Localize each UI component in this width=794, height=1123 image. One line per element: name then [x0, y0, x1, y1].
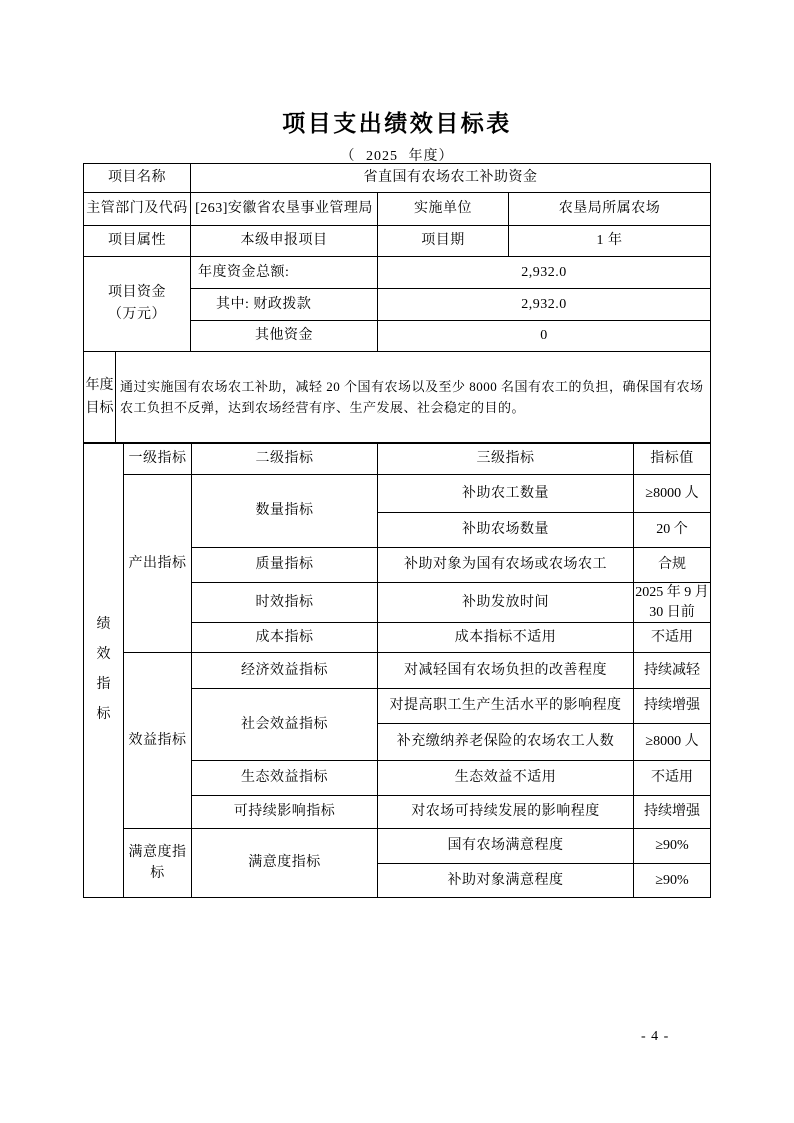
funds-label-line1: 项目资金	[108, 285, 166, 300]
page-subtitle: （ 2025 年度）	[340, 149, 454, 164]
funds-label-line2: （万元）	[108, 307, 166, 322]
header-level1-cell: 一级指标	[124, 443, 192, 475]
indicator-l1-cell: 满意度指标	[124, 829, 192, 898]
annual-goal-label-cell	[84, 351, 116, 443]
attribute-label-cell: 项目属性	[84, 226, 191, 257]
indicator-l3-cell: 补助对象为国有农场或农场农工	[378, 548, 634, 583]
project-name-label-cell: 项目名称	[84, 164, 191, 193]
performance-target-table	[83, 163, 710, 898]
indicator-value-cell: 20 个	[634, 513, 711, 548]
indicators-side-label: 绩效指标	[96, 617, 111, 723]
indicator-l1-cell: 效益指标	[124, 653, 192, 829]
header-level3-cell: 三级指标	[378, 443, 634, 475]
indicator-value-cell: ≥8000 人	[634, 475, 711, 513]
indicator-l3-cell: 补助农场数量	[378, 513, 634, 548]
info-table	[83, 163, 711, 352]
indicator-value-cell: 持续增强	[634, 689, 711, 724]
page-title: 项目支出绩效目标表	[282, 111, 512, 136]
indicator-row	[84, 829, 711, 864]
implement-unit-label-cell: 实施单位	[378, 193, 509, 226]
annual-goal-table	[83, 351, 711, 444]
indicator-l2-cell: 数量指标	[192, 475, 378, 548]
indicator-l3-cell: 成本指标不适用	[378, 623, 634, 653]
funds-total-value-cell: 2,932.0	[378, 257, 711, 289]
indicator-l3-cell: 对减轻国有农场负担的改善程度	[378, 653, 634, 689]
funds-label-cell	[84, 257, 191, 352]
indicator-l2-cell: 经济效益指标	[192, 653, 378, 689]
indicator-l2-cell: 时效指标	[192, 583, 378, 623]
indicator-l3-cell: 国有农场满意程度	[378, 829, 634, 864]
indicator-value-cell: ≥90%	[634, 829, 711, 864]
indicator-l3-cell: 对农场可持续发展的影响程度	[378, 796, 634, 829]
header-value-cell: 指标值	[634, 443, 711, 475]
period-label-cell: 项目期	[378, 226, 509, 257]
department-value-cell: [263]安徽省农垦事业管理局	[191, 193, 378, 226]
annual-goal-text-cell: 通过实施国有农场农工补助，减轻 20 个国有农场以及至少 8000 名国有农工的负担，确保国有农场农工负担不反弹，达到农场经营有序、生产发展、社会稳定的目的。	[116, 351, 711, 443]
indicator-l3-cell: 生态效益不适用	[378, 761, 634, 796]
department-label-cell: 主管部门及代码	[84, 193, 191, 226]
indicator-row	[84, 653, 711, 689]
page-number: - 4 -	[641, 1029, 670, 1044]
indicators-side-label-cell	[84, 443, 124, 898]
indicator-l3-cell: 补助对象满意程度	[378, 864, 634, 898]
funds-total-label-cell: 年度资金总额:	[191, 257, 378, 289]
indicator-value-cell: 持续增强	[634, 796, 711, 829]
indicator-l2-cell: 可持续影响指标	[192, 796, 378, 829]
indicator-value-cell: 持续减轻	[634, 653, 711, 689]
indicator-l3-cell: 补助发放时间	[378, 583, 634, 623]
indicator-l2-cell: 社会效益指标	[192, 689, 378, 761]
indicator-l2-cell: 生态效益指标	[192, 761, 378, 796]
indicator-value-cell: 不适用	[634, 761, 711, 796]
indicator-row	[84, 475, 711, 513]
indicator-value-cell: 不适用	[634, 623, 711, 653]
indicator-l3-cell: 对提高职工生产生活水平的影响程度	[378, 689, 634, 724]
funds-fiscal-value-cell: 2,932.0	[378, 289, 711, 321]
project-name-value-cell: 省直国有农场农工补助资金	[191, 164, 711, 193]
indicator-l1-cell: 产出指标	[124, 475, 192, 653]
implement-unit-value-cell: 农垦局所属农场	[509, 193, 711, 226]
indicator-value-cell: 合规	[634, 548, 711, 583]
indicator-l3-cell: 补充缴纳养老保险的农场农工人数	[378, 724, 634, 761]
indicator-l2-cell: 成本指标	[192, 623, 378, 653]
funds-fiscal-label-cell: 其中: 财政拨款	[191, 289, 378, 321]
attribute-value-cell: 本级申报项目	[191, 226, 378, 257]
funds-other-label-cell: 其他资金	[191, 321, 378, 352]
indicators-table	[83, 442, 711, 898]
indicator-value-cell: 2025 年 9 月 30 日前	[634, 583, 711, 623]
period-value-cell: 1 年	[509, 226, 711, 257]
indicator-l2-cell: 质量指标	[192, 548, 378, 583]
annual-goal-label: 年度目标	[85, 378, 114, 416]
indicator-value-cell: ≥8000 人	[634, 724, 711, 761]
indicator-l2-cell: 满意度指标	[192, 829, 378, 898]
indicator-value-cell: ≥90%	[634, 864, 711, 898]
indicator-l3-cell: 补助农工数量	[378, 475, 634, 513]
header-level2-cell: 二级指标	[192, 443, 378, 475]
funds-other-value-cell: 0	[378, 321, 711, 352]
